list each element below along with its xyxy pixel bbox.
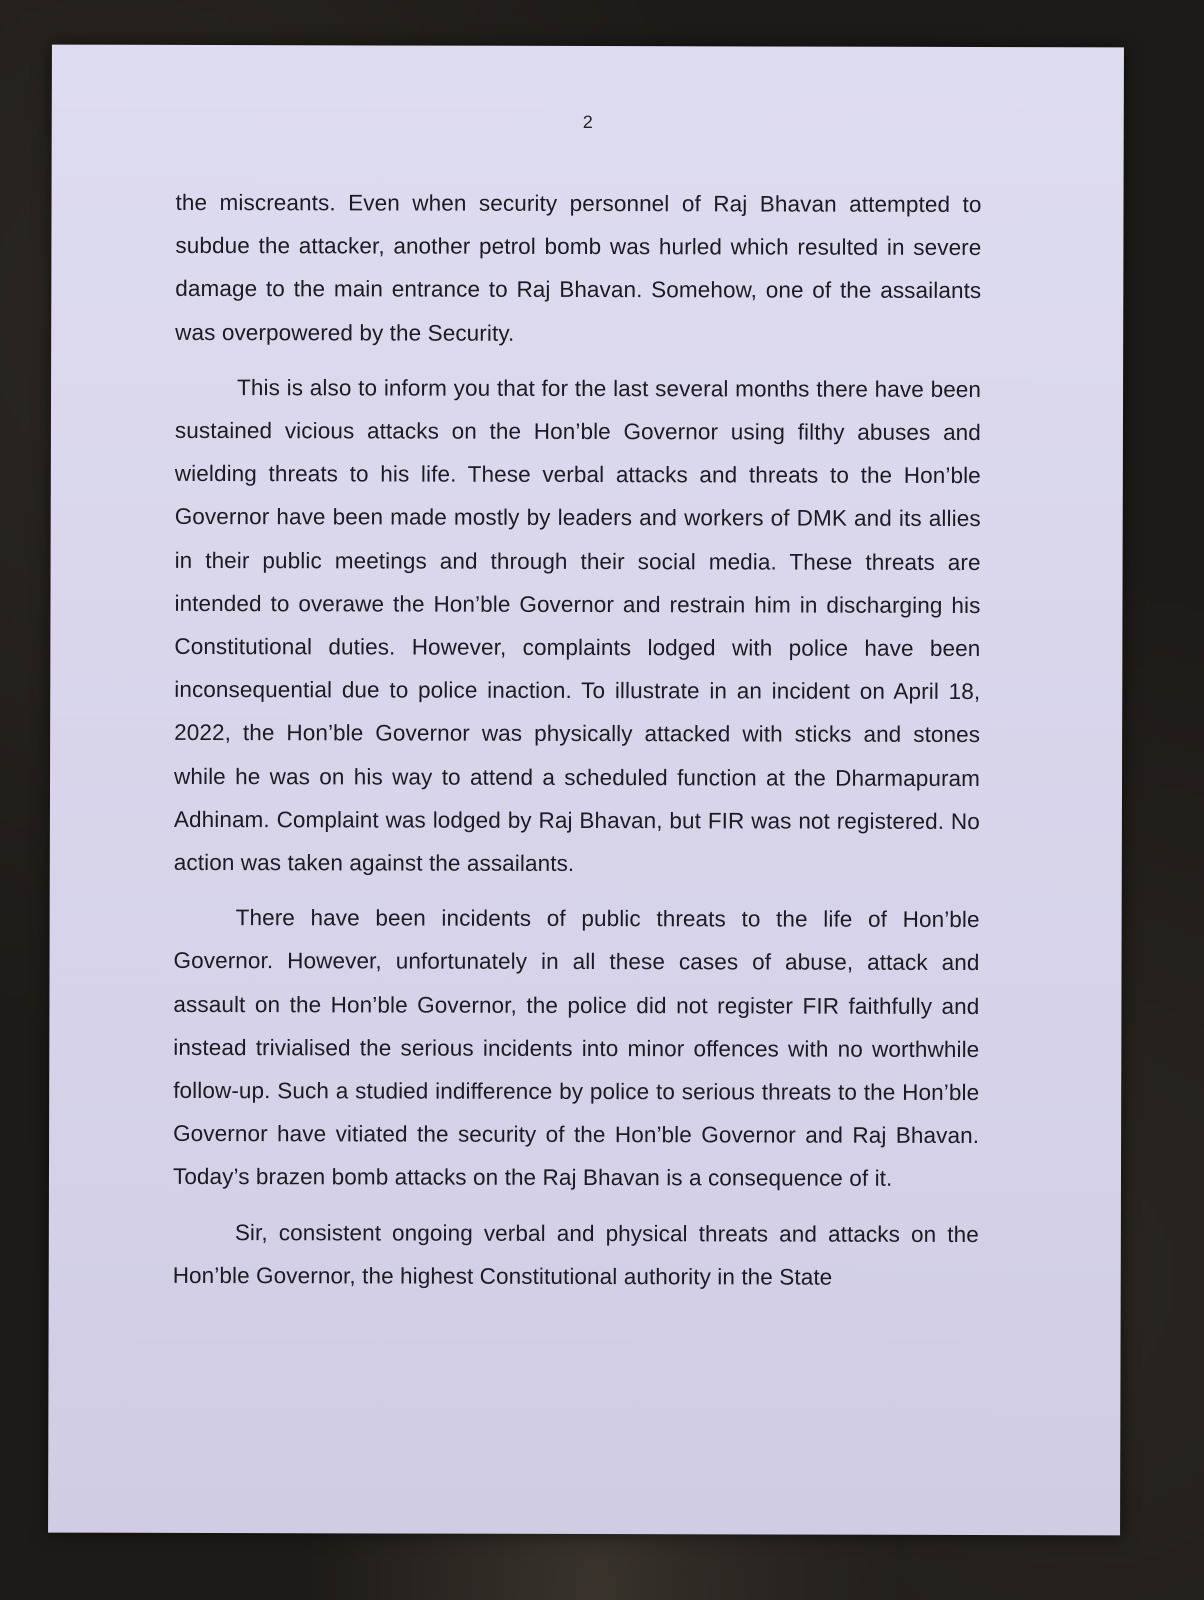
paragraph-3: There have been incidents of public threats to the life of Hon’ble Governor. However, unfortunately in all these cases of abuse, attack and assault on the Hon’ble Governor, the police did not register FIR faithfully and instead trivialised the serious incidents into minor offences with no worthwhile follow-up. Such a studied indifference by police to serious threats to the Hon’ble Governor have vitiated the security of the Hon’ble Governor and Raj Bhavan. Today’s brazen bomb attacks on the Raj Bhavan is a consequence of it. bbox=[172, 905, 980, 1192]
page-number: 2 bbox=[582, 111, 593, 133]
paragraph-4: Sir, consistent ongoing verbal and physical threats and attacks on the Hon’ble Governor, the highest Constitutional authority in the State bbox=[172, 1219, 979, 1290]
paragraph-1: the miscreants. Even when security personnel of Raj Bhavan attempted to subdue the attacker, another petrol bomb was hurled which resulted in severe damage to the main entrance to Raj Bhavan. Somehow, one of the assailants was overpowered by the Security. bbox=[175, 189, 982, 346]
document-page bbox=[48, 45, 1124, 1536]
paragraph-2: This is also to inform you that for the last several months there have been sustained vicious attacks on the Hon’ble Governor using filthy abuses and wielding threats to his life. These verbal attacks and threats to the Hon’ble Governor have been made mostly by leaders and workers of DMK and its allies in their public meetings and through their social media. These threats are intended to overawe the Hon’ble Governor and restrain him in discharging his Constitutional duties. However, complaints lodged with police have been inconsequential due to police inaction. To illustrate in an incident on April 18, 2022, the Hon’ble Governor was physically attacked with sticks and stones while he was on his way to attend a scheduled function at the Dharmapuram Adhinam. Complaint was lodged by Raj Bhavan, but FIR was not registered. No action was taken against the assailants. bbox=[173, 374, 982, 877]
letter-body bbox=[173, 181, 982, 1311]
